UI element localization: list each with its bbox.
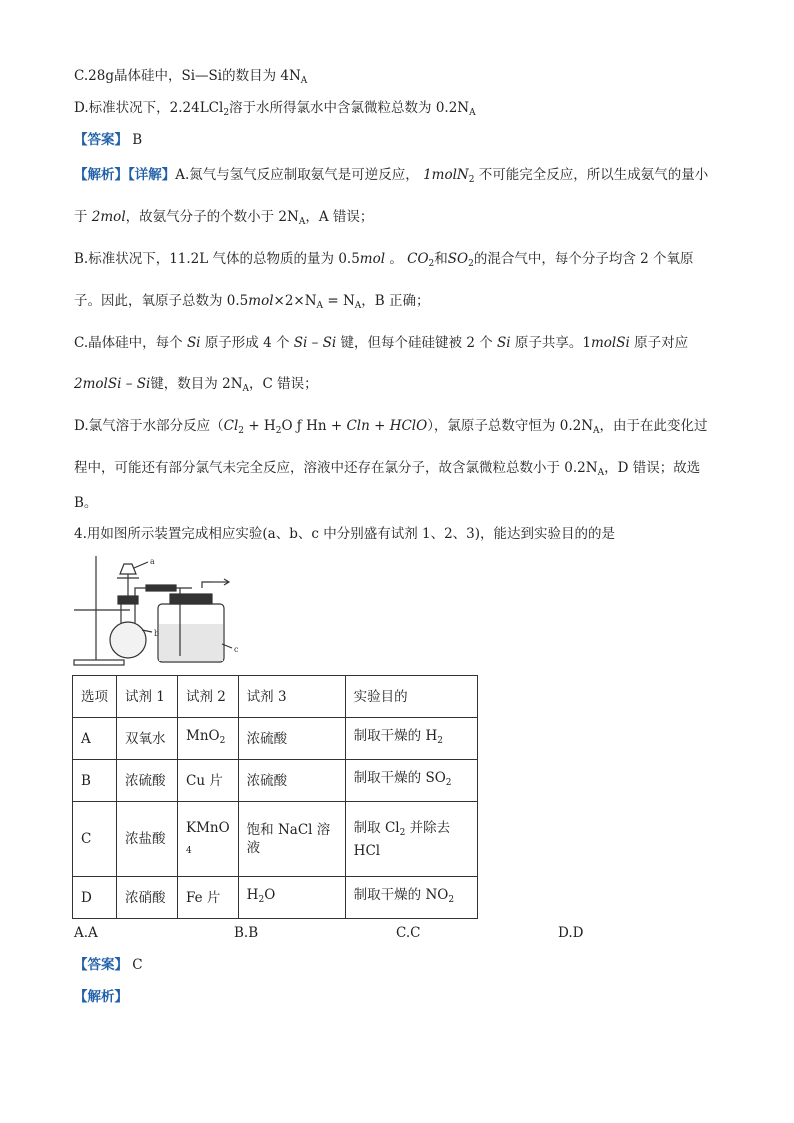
sub: 2 <box>275 426 282 436</box>
funnel-body <box>120 564 136 574</box>
cell-text: 制取干燥的 NO <box>353 887 449 903</box>
text: O ƒ Hn + <box>281 418 347 434</box>
cell-text: MnO <box>186 728 220 744</box>
cell-text: H <box>246 887 259 903</box>
sub: A <box>300 76 308 86</box>
formula: Cln + HClO <box>346 418 428 434</box>
table-cell: C <box>73 802 117 877</box>
option-d-tail: 溶于水所得氯水中含氯微粒总数为 0.2N <box>229 100 470 116</box>
text: ，由于在此变化过 <box>599 418 708 434</box>
text: ），氯原子总数守恒为 0.2N <box>427 418 594 434</box>
text: B。 <box>74 495 98 511</box>
choices-row <box>74 925 774 945</box>
table-cell <box>345 802 477 877</box>
label-a: a <box>150 557 155 566</box>
formula: molSi <box>590 335 630 351</box>
formula: SO <box>447 251 469 267</box>
table-header: 选项 <box>73 676 117 718</box>
options-table <box>72 675 478 919</box>
cell-text: 制取干燥的 H <box>353 728 438 744</box>
table-cell <box>345 718 477 760</box>
text: 原子形成 4 个 <box>204 335 290 351</box>
bottle-liquid <box>159 624 223 661</box>
text: 于 <box>74 209 88 225</box>
text: = N <box>323 293 355 309</box>
cell-text: 制取 Cl <box>353 819 400 836</box>
table-cell: B <box>73 760 117 802</box>
sub: A <box>354 301 362 311</box>
text: 的混合气中，每个分子均含 2 个氧原 <box>473 251 694 267</box>
choice-d: D.D <box>558 925 584 941</box>
table-cell: 浓硫酸 <box>238 760 345 802</box>
label-b: b <box>154 629 160 638</box>
formula: 1molN <box>423 167 469 183</box>
table-cell: 双氧水 <box>117 718 178 760</box>
table-cell <box>345 877 477 919</box>
analysis-line-3 <box>74 249 694 274</box>
option-c-text: C.28g晶体硅中，Si—Si的数目为 4N <box>74 68 301 84</box>
table-cell <box>178 718 239 760</box>
answer-line <box>74 130 142 150</box>
cell-text: O <box>264 887 276 903</box>
answer-2-line <box>74 955 143 975</box>
formula: mol <box>359 251 386 267</box>
choice-b: B.B <box>234 925 259 941</box>
table-header: 试剂 3 <box>238 676 345 718</box>
text: 子。因此，氧原子总数为 0.5 <box>74 293 249 309</box>
analysis-line-1 <box>74 165 708 190</box>
sub: 2 <box>468 175 475 185</box>
text: ×2×N <box>273 293 317 309</box>
table-cell: Fe 片 <box>178 877 239 919</box>
table-header: 实验目的 <box>345 676 477 718</box>
answer-value: B <box>132 132 143 148</box>
sub: A <box>298 217 306 227</box>
table-cell: 饱和 NaCl 溶液 <box>238 802 345 877</box>
analysis-tag: 【解析】 <box>74 167 128 183</box>
text: 键，数目为 2N <box>150 376 243 392</box>
table-header: 试剂 1 <box>117 676 178 718</box>
text: A.氮气与氢气反应制取氨气是可逆反应， <box>175 167 419 183</box>
cell-text: 制取干燥的 SO <box>353 770 446 786</box>
cell-text: 并除去 <box>405 819 451 836</box>
sub: 2 <box>223 108 230 118</box>
text: 不可能完全反应，所以生成氨气的量小 <box>478 167 709 183</box>
table-row <box>73 802 478 877</box>
choice-c: C.C <box>396 925 421 941</box>
sub: 2 <box>437 736 443 746</box>
analysis-tag: 【解析】 <box>74 989 128 1005</box>
stand-base <box>74 660 124 665</box>
bottle-stopper <box>170 594 212 604</box>
option-c-line <box>74 66 307 91</box>
analysis-line-8 <box>74 458 700 483</box>
sub: 2 <box>238 426 245 436</box>
label-c: c <box>234 645 239 654</box>
sub: 2 <box>428 259 435 269</box>
table-cell: A <box>73 718 117 760</box>
tube-joint <box>146 585 176 591</box>
sub: A <box>593 426 600 436</box>
question-4 <box>74 524 615 544</box>
sub: A <box>316 301 324 311</box>
table-cell <box>178 802 239 877</box>
text: B.标准状况下，11.2L 气体的总物质的量为 0.5 <box>74 251 360 267</box>
text: ，故氨气分子的个数小于 2N <box>125 209 299 225</box>
flask-neck <box>121 602 135 624</box>
label-a-line <box>134 562 148 568</box>
analysis-line-5 <box>74 333 688 353</box>
formula: 2molSi – Si <box>74 376 151 392</box>
sub: 2 <box>448 895 455 905</box>
text: 原子对应 <box>634 335 689 351</box>
table-header: 试剂 2 <box>178 676 239 718</box>
text: D.氯气溶于水部分反应（ <box>74 418 224 434</box>
table-row <box>73 718 478 760</box>
sub: A <box>242 384 250 394</box>
sub: 2 <box>219 736 226 746</box>
cell-text: HCl <box>353 842 381 859</box>
formula: 2mol <box>91 209 126 225</box>
sub: A <box>469 108 476 118</box>
question-text: 4.用如图所示装置完成相应实验(a、b、c 中分别盛有试剂 1、2、3)，能达到实验目的的是 <box>74 526 616 542</box>
apparatus-diagram <box>72 552 302 670</box>
analysis-line-2 <box>74 207 373 232</box>
text: 和 <box>434 251 448 267</box>
answer-value: C <box>132 957 143 973</box>
table-header-row <box>73 676 478 718</box>
option-d-text: D.标准状况下，2.24LCl <box>74 100 224 116</box>
analysis-line-9 <box>74 493 97 513</box>
table-cell: Cu 片 <box>178 760 239 802</box>
answer-tag: 【答案】 <box>74 132 128 148</box>
text: C.晶体硅中，每个 <box>74 335 183 351</box>
table-cell: D <box>73 877 117 919</box>
table-cell: 浓盐酸 <box>117 802 178 877</box>
formula: Si <box>186 335 201 351</box>
analysis-line-4 <box>74 291 429 316</box>
text: ，C 错误； <box>249 376 318 392</box>
formula: mol <box>248 293 274 309</box>
sub: 2 <box>258 895 265 905</box>
detail-tag: 【详解】 <box>128 167 176 183</box>
sub: 2 <box>399 827 406 838</box>
choice-a: A.A <box>74 925 98 941</box>
formula: Cl <box>223 418 239 434</box>
text: 原子共享。1 <box>514 335 591 351</box>
text: ，D 错误；故选 <box>604 460 701 476</box>
text: 键，但每个硅硅键被 2 个 <box>340 335 493 351</box>
text: ，B 正确； <box>361 293 430 309</box>
sub: 2 <box>468 259 474 269</box>
round-flask <box>110 622 146 658</box>
option-d-line <box>74 98 476 123</box>
table-cell: 浓硫酸 <box>238 718 345 760</box>
formula: Si – Si <box>293 335 337 351</box>
text: 程中，可能还有部分氯气未完全反应，溶液中还存在氯分子，故含氯微粒总数小于 0.2N <box>74 460 598 476</box>
text: ，A 错误； <box>305 209 374 225</box>
analysis-line-6 <box>74 374 318 399</box>
sub: 4 <box>186 845 192 856</box>
sub: 2 <box>445 778 452 788</box>
table-cell <box>238 877 345 919</box>
text: + H <box>244 418 276 434</box>
table-row <box>73 877 478 919</box>
text: 。 <box>389 251 403 267</box>
table-cell: 浓硝酸 <box>117 877 178 919</box>
formula: Si <box>497 335 511 351</box>
table-cell: 浓硫酸 <box>117 760 178 802</box>
analysis-line-7 <box>74 416 708 441</box>
sub: A <box>597 468 605 478</box>
analysis-2-line <box>74 987 128 1007</box>
cell-text: KMnO <box>186 819 230 836</box>
table-row <box>73 760 478 802</box>
answer-tag: 【答案】 <box>74 957 128 973</box>
table-cell <box>345 760 477 802</box>
formula: CO <box>407 251 429 267</box>
